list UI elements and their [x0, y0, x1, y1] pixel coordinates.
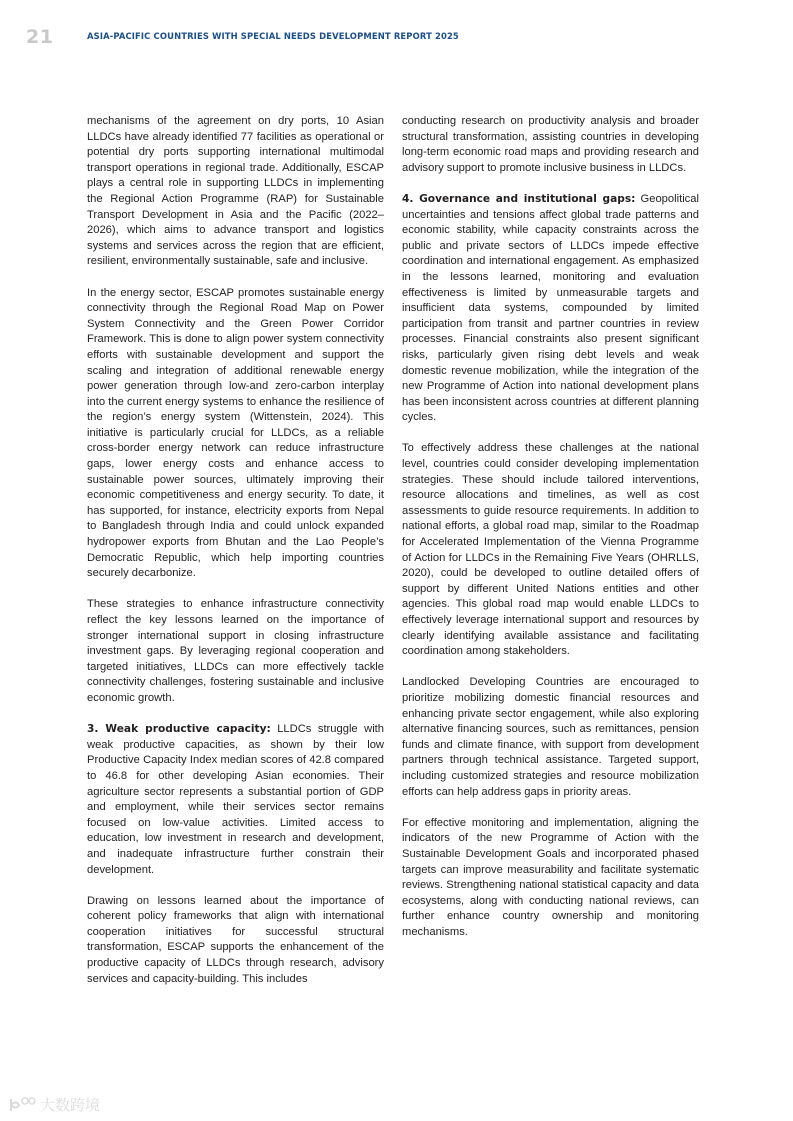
paragraph-energy-sector [87, 286, 384, 582]
paragraph-text: mechanisms of the agreement on dry ports, 10 Asian LLDCs have already identified 77 facilities as operational or potential dry ports supporting international multimodal transport operations in regional trade. Additionally, ESCAP plays a central role in supporting LLDCs in implementing the Regional Action Programme (RAP) for Sustainable Transport Development in Asia and the Pacific (2022–2026), which aims to advance transport and logistics systems and services across the region that are efficient, resilient, environmentally sustainable, safe and inclusive. [87, 115, 384, 268]
paragraph-dry-ports [87, 114, 384, 270]
paragraph-text: conducting research on productivity analysis and broader structural transformation, assisting countries in developing long-term economic road maps and providing research and advisory support to promote inclusive business in LLDCs. [402, 115, 699, 174]
paragraph-governance-gaps [402, 192, 699, 426]
paragraph-financing [402, 675, 699, 800]
section-lead-heading: 4. Governance and institutional gaps: [402, 192, 636, 205]
paragraph-text: Drawing on lessons learned about the importance of coherent policy frameworks that align with international cooperation initiatives for successful structural transformation, ESCAP supports the enhancement of the productive capacity of LLDCs through research, advisory services and capacity-building. This includes [87, 894, 384, 985]
watermark-text: 大数跨境 [40, 1096, 101, 1114]
watermark-logo-icon [8, 1096, 36, 1114]
paragraph-monitoring [402, 816, 699, 941]
paragraph-escap-support [87, 894, 384, 988]
paragraph-text: For effective monitoring and implementation, aligning the indicators of the new Programme of Action with the Sustainable Development Goals and incorporated phased targets can improve measurability and facilitate systematic reviews. Strengthening national statistical capacity and data ecosystems, along with conducting national reviews, can further enhance country ownership and monitoring mechanisms. [402, 816, 699, 938]
paragraph-text: To effectively address these challenges at the national level, countries could consider developing implementation strategies. These should include tailored interventions, resource allocations and timelines, as well as cost assessments to guide resource requirements. In addition to national efforts, a global road map, similar to the Roadmap for Accelerated Implementation of the Vienna Programme of Action for LLDCs in the Remaining Five Years (OHRLLS, 2020), could be developed to outline detailed offers of support by different United Nations entities and other agencies. This global road map would enable LLDCs to effectively leverage international support and resources by clearly identifying available assistance and facilitating coordination among stakeholders. [402, 442, 699, 658]
paragraph-productivity-research [402, 114, 699, 176]
paragraph-national-strategies [402, 441, 699, 659]
right-column [402, 114, 699, 940]
left-column [87, 114, 384, 987]
paragraph-text: These strategies to enhance infrastructure connectivity reflect the key lessons learned on the importance of stronger international support in closing infrastructure investment gaps. By leveraging regional cooperation and targeted initiatives, LLDCs can more effectively tackle connectivity challenges, fostering sustainable and inclusive economic growth. [87, 598, 384, 704]
watermark [8, 1094, 100, 1115]
running-header-title: ASIA-PACIFIC COUNTRIES WITH SPECIAL NEEDS DEVELOPMENT REPORT 2025 [87, 31, 459, 41]
paragraph-text: LLDCs struggle with weak productive capacities, as shown by their low Productive Capacity Index median scores of 42.8 compared to 46.8 for other developing Asian economies. Their agriculture sector represents a substantial portion of GDP and employment, while their services sector remains focused on low-value activities. Limited access to education, low investment in research and development, and inadequate infrastructure further constrain their development. [87, 723, 385, 876]
section-lead-heading: 3. Weak productive capacity: [87, 723, 271, 736]
paragraph-text: Landlocked Developing Countries are encouraged to prioritize mobilizing domestic financial resources and enhancing private sector engagement, while also exploring alternative financing sources, such as remittances, pension funds and climate finance, with support from development partners through technical assistance. Targeted support, including customized strategies and resource mobilization efforts can help address gaps in priority areas. [402, 676, 699, 798]
paragraph-text: In the energy sector, ESCAP promotes sustainable energy connectivity through the Regional Road Map on Power System Connectivity and the Green Power Corridor Framework. This is done to align power system connectivity efforts with sustainable development and support the scaling and integration of additional renewable energy power generation through low-and zero-carbon interplay into the current energy systems to enhance the resilience of the region’s energy system (Wittenstein, 2024). This initiative is particularly crucial for LLDCs, as a reliable cross-border energy network can reduce infrastructure gaps, lower energy costs and enhance access to sustainable power sources, ultimately improving their economic competitiveness and energy security. To date, it has supported, for instance, electricity exports from Nepal to Bangladesh through India and could unlock expanded hydropower exports from Bhutan and the Lao People’s Democratic Republic, which help importing countries securely decarbonize. [87, 286, 384, 580]
page-number: 21 [26, 26, 54, 48]
paragraph-text: Geopolitical uncertainties and tensions affect global trade patterns and economic stability, while capacity constraints across the public and private sectors of LLDCs impede effective coordination and international engagement. As emphasized in the lessons learned, monitoring and evaluation effectiveness is limited by unmeasurable targets and insufficient data systems, compounded by limited participation from transit and partner countries in review processes. Financial constraints also present significant risks, particularly given rising debt levels and weak domestic revenue mobilization, while the integration of the new Programme of Action into national development plans has been inconsistent across countries at different planning cycles. [402, 192, 699, 424]
paragraph-weak-productive-capacity [87, 722, 384, 878]
paragraph-infrastructure-strategies [87, 597, 384, 706]
